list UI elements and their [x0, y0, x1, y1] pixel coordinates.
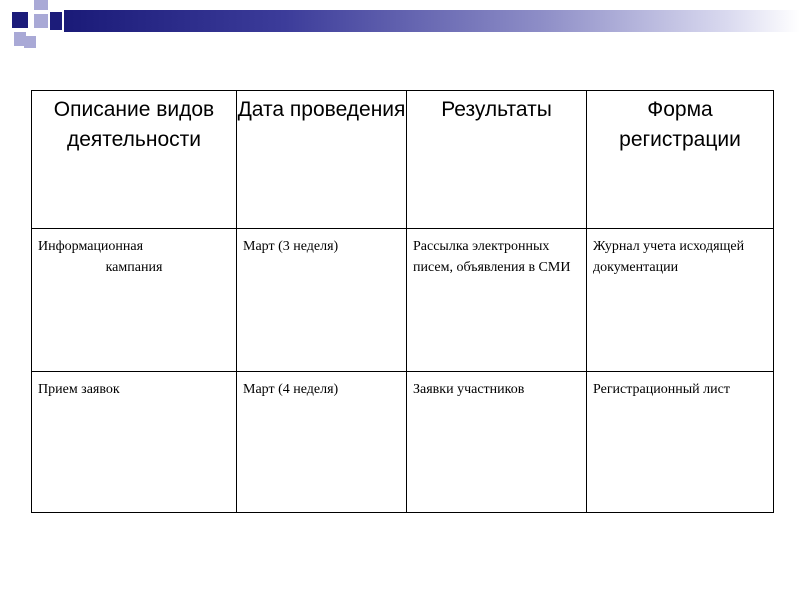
- header-activity: Описание видов деятельности: [32, 91, 237, 229]
- cell-activity: [32, 372, 237, 513]
- cell-activity-line2: кампания: [105, 260, 163, 275]
- decor-square-6: [24, 36, 36, 48]
- cell-activity-line1: Прием заявок: [38, 382, 120, 397]
- cell-results: Рассылка электронных писем, объявления в СМИ: [407, 229, 587, 372]
- table-header-row: [32, 91, 774, 229]
- header-date: Дата проведения: [237, 91, 407, 229]
- decor-square-2: [34, 0, 48, 10]
- cell-date: Март (3 неделя): [237, 229, 407, 372]
- cell-form: Регистрационный лист: [587, 372, 774, 513]
- header-form: Форма регистрации: [587, 91, 774, 229]
- table-row: [32, 372, 774, 513]
- header-gradient-bar: [64, 10, 800, 32]
- decor-square-3: [34, 14, 48, 28]
- cell-date: Март (4 неделя): [237, 372, 407, 513]
- decor-square-4: [50, 12, 62, 30]
- cell-results: Заявки участников: [407, 372, 587, 513]
- header-results: Результаты: [407, 91, 587, 229]
- cell-activity-line1: Информационная: [38, 239, 144, 254]
- table-row: [32, 229, 774, 372]
- decor-square-1: [12, 12, 28, 28]
- cell-form: Журнал учета исходящей документации: [587, 229, 774, 372]
- activity-table: [31, 90, 774, 513]
- cell-activity: [32, 229, 237, 372]
